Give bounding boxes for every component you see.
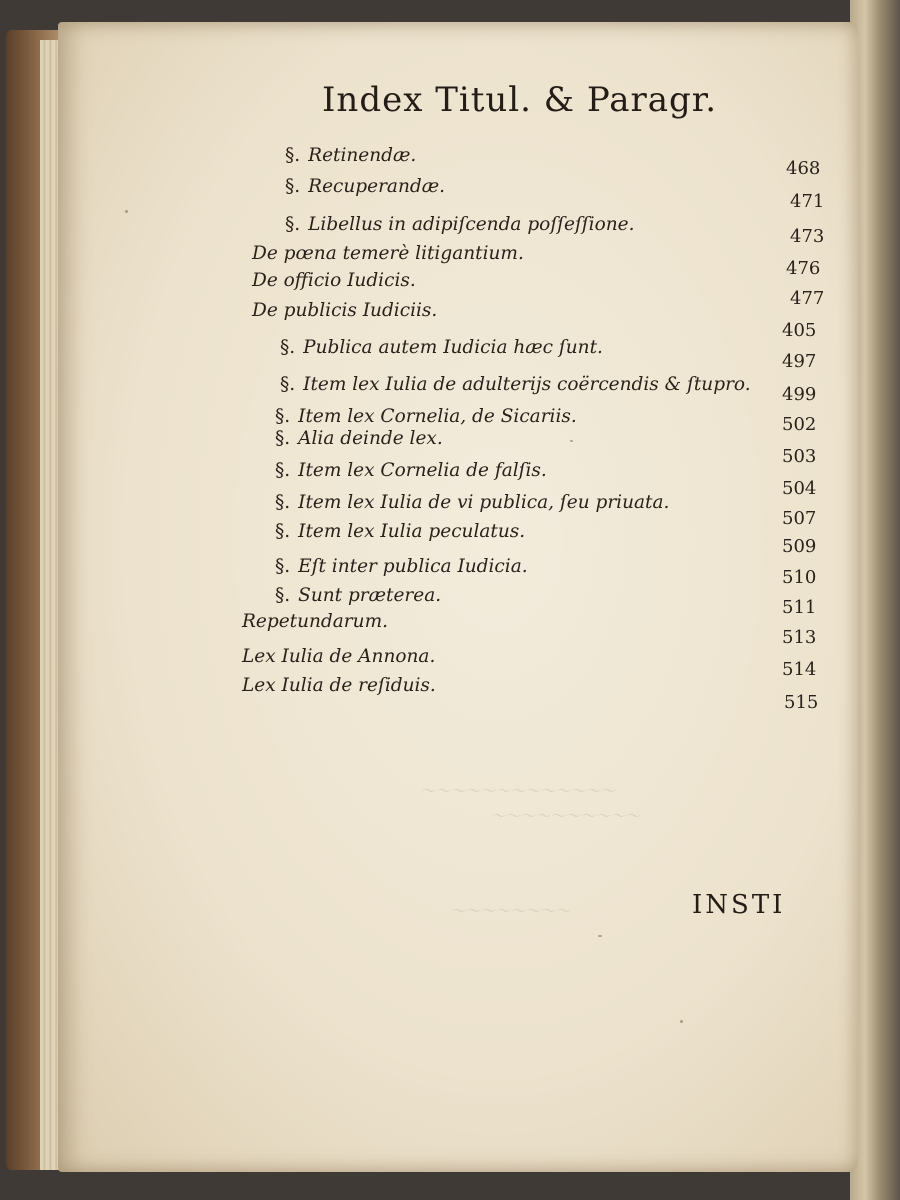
bleed-through-mark: 〜〜〜〜〜〜〜〜〜〜 xyxy=(490,807,641,825)
page-number: 507 xyxy=(782,508,817,529)
entry-title: Alia deinde lex. xyxy=(298,428,443,449)
index-entry xyxy=(275,556,528,578)
index-entry xyxy=(280,337,603,359)
page-header: Index Titul. & Paragr. xyxy=(322,80,718,120)
index-entry xyxy=(285,214,634,236)
page-number: 515 xyxy=(784,692,819,713)
index-entry xyxy=(252,270,416,292)
entry-title: Sunt præterea. xyxy=(298,585,442,606)
section-sign: §. xyxy=(280,374,296,395)
page-number: 513 xyxy=(782,627,817,648)
section-sign: §. xyxy=(280,337,296,358)
page-number: 473 xyxy=(790,226,825,247)
entry-title: De pœna temerè litigantium. xyxy=(252,243,524,264)
page-number: 497 xyxy=(782,351,817,372)
entry-title: De publicis Iudiciis. xyxy=(252,300,438,321)
index-entry xyxy=(285,176,445,198)
entry-title: Item lex Iulia de adulterijs coërcendis & ſtupro. xyxy=(303,374,751,395)
index-entry xyxy=(285,145,416,167)
index-entry xyxy=(275,521,525,543)
page-number: 510 xyxy=(782,567,817,588)
section-sign: §. xyxy=(275,460,291,481)
entry-title: Retinendæ. xyxy=(308,145,417,166)
page-number: 509 xyxy=(782,536,817,557)
entry-title: Item lex Cornelia de falſis. xyxy=(298,460,547,481)
index-entry xyxy=(242,675,436,697)
section-sign: §. xyxy=(275,492,291,513)
entry-title: Repetundarum. xyxy=(242,611,388,632)
entry-title: Eſt inter publica Iudicia. xyxy=(298,556,528,577)
entry-title: Lex Iulia de reſiduis. xyxy=(242,675,436,696)
section-sign: §. xyxy=(285,145,301,166)
entry-title: Item lex Cornelia, de Sicariis. xyxy=(298,406,577,427)
index-entry xyxy=(280,374,751,396)
index-entry xyxy=(252,243,524,265)
entry-title: De officio Iudicis. xyxy=(252,270,416,291)
page-number: 503 xyxy=(782,446,817,467)
index-entry xyxy=(242,646,435,668)
section-sign: §. xyxy=(275,585,291,606)
page-number: 514 xyxy=(782,659,817,680)
section-sign: §. xyxy=(275,428,291,449)
section-sign: §. xyxy=(275,406,291,427)
index-entry xyxy=(275,585,441,607)
section-sign: §. xyxy=(285,176,301,197)
entry-title: Publica autem Iudicia hæc ſunt. xyxy=(303,337,603,358)
section-sign: §. xyxy=(275,521,291,542)
page-number: 476 xyxy=(786,258,821,279)
page-number: 477 xyxy=(790,288,825,309)
catchword: INSTI xyxy=(692,890,786,920)
entry-title: Item lex Iulia de vi publica, ſeu priuata. xyxy=(298,492,670,513)
entry-title: Item lex Iulia peculatus. xyxy=(298,521,526,542)
index-entry xyxy=(275,406,577,428)
page-number: 504 xyxy=(782,478,817,499)
page-number: 471 xyxy=(790,191,825,212)
entry-title: Lex Iulia de Annona. xyxy=(242,646,436,667)
section-sign: §. xyxy=(275,556,291,577)
index-entry xyxy=(252,300,437,322)
page-number: 502 xyxy=(782,414,817,435)
entry-title: Libellus in adipiſcenda poſſeſſione. xyxy=(308,214,635,235)
index-entry xyxy=(275,460,547,482)
index-entry xyxy=(275,492,669,514)
index-entry xyxy=(242,611,388,633)
page-number: 468 xyxy=(786,158,821,179)
bleed-through-mark: 〜〜〜〜〜〜〜〜〜〜〜〜〜 xyxy=(420,782,616,800)
section-sign: §. xyxy=(285,214,301,235)
page-number: 511 xyxy=(782,597,817,618)
page-number: 405 xyxy=(782,320,817,341)
page-number: 499 xyxy=(782,384,817,405)
index-entry xyxy=(275,428,443,450)
entry-title: Recuperandæ. xyxy=(308,176,445,197)
bleed-through-mark: 〜〜〜〜〜〜〜〜 xyxy=(450,902,571,920)
